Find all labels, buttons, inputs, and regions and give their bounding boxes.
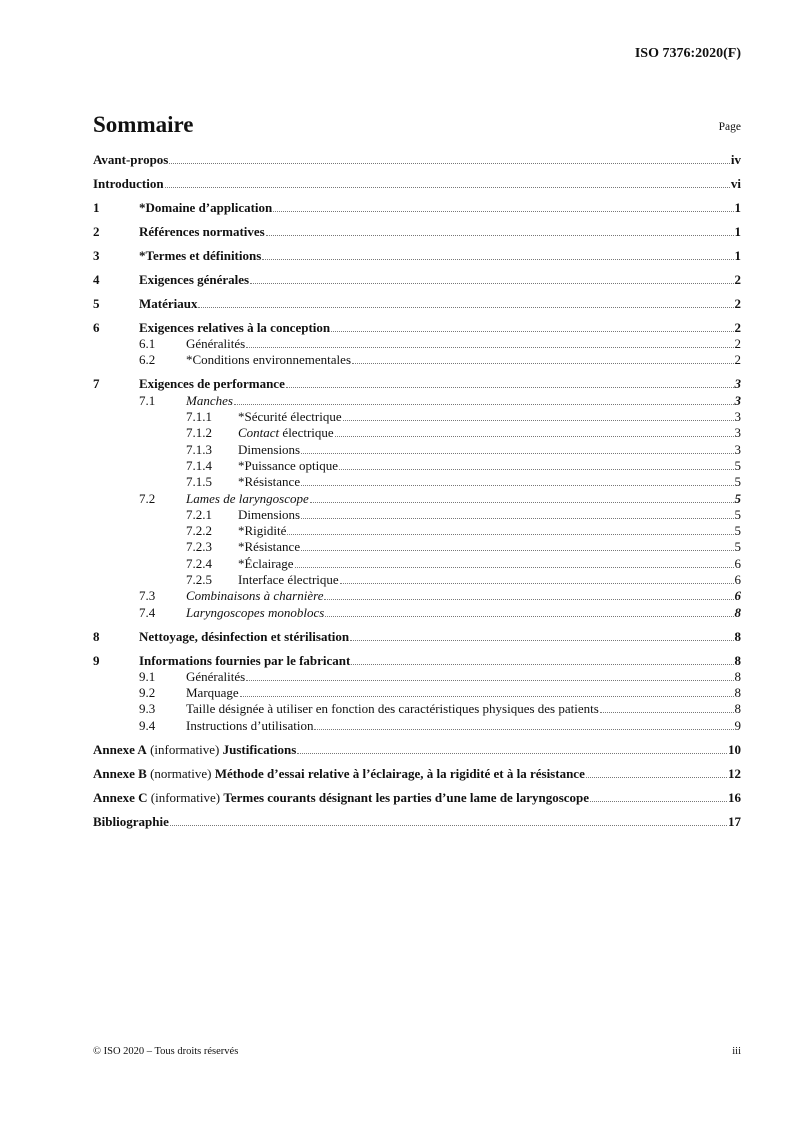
toc-entry-title-part: Combinaisons à charnière	[186, 588, 324, 604]
toc-entry-title-part: Exigences de performance	[139, 376, 285, 392]
toc-entry-title-part: (normative)	[146, 765, 215, 781]
toc-entry-page: 5	[734, 523, 741, 539]
leader-dots	[234, 404, 734, 405]
toc-entry-title-part: *Domaine d’application	[139, 199, 273, 215]
leader-dots	[295, 567, 734, 568]
toc-entry-title	[238, 474, 300, 490]
toc-entry-number: 3	[93, 247, 100, 263]
toc-entry[interactable]	[93, 474, 741, 490]
toc-entry[interactable]	[93, 605, 741, 621]
toc-entry[interactable]	[93, 669, 741, 685]
toc-entry-title-part: Exigences générales	[139, 271, 250, 287]
toc-entry-title-part: Méthode d’essai relative à l’éclairage, à la rigidité et à la résistance	[214, 765, 585, 781]
toc-entry-title	[139, 224, 265, 240]
leader-dots	[246, 680, 733, 681]
toc-entry-title	[186, 718, 313, 734]
toc-entry-title	[139, 200, 272, 216]
toc-entry-title	[238, 539, 300, 555]
toc-entry[interactable]	[93, 766, 741, 782]
toc-entry-title	[93, 742, 296, 758]
toc-entry-number: 7.1.5	[186, 474, 212, 490]
toc-entry-title-part: Informations fournies par le fabricant	[139, 652, 351, 668]
toc-entry-title-part: (informative)	[146, 741, 223, 757]
toc-entry-title-part: *Puissance optique	[238, 457, 339, 473]
toc-entry[interactable]	[93, 272, 741, 288]
document-id: ISO 7376:2020(F)	[634, 46, 741, 61]
toc-entry-number: 8	[93, 628, 100, 644]
leader-dots	[590, 801, 727, 802]
toc-entry-page: 5	[734, 457, 741, 473]
leader-dots	[250, 283, 733, 284]
toc-entry-number: 4	[93, 271, 100, 287]
toc-entry[interactable]	[93, 393, 741, 409]
toc-entry-page: 3	[734, 409, 741, 425]
toc-entry[interactable]	[93, 352, 741, 368]
toc-entry-title	[186, 352, 351, 368]
toc-entry-page: 1	[734, 247, 741, 263]
toc-entry-page: 2	[734, 319, 741, 335]
toc-entry-title-part: Introduction	[93, 175, 164, 191]
toc-entry-page: 8	[734, 628, 741, 644]
toc-entry-title	[238, 409, 342, 425]
toc-entry-page: 9	[734, 717, 741, 733]
toc-entry-number: 7.1.1	[186, 409, 212, 425]
leader-dots	[310, 502, 734, 503]
toc-entry-page: 6	[734, 572, 741, 588]
toc-entry-title-part: Exigences relatives à la conception	[139, 319, 331, 335]
leader-dots	[266, 235, 734, 236]
toc-entry-page: 3	[734, 376, 741, 392]
toc-entry-title-part: Nettoyage, désinfection et stérilisation	[139, 628, 350, 644]
toc-entry-title	[186, 669, 245, 685]
toc-entry[interactable]	[93, 742, 741, 758]
footer-copyright: © ISO 2020 – Tous droits réservés	[93, 1046, 239, 1057]
toc-entry-title-part: Marquage	[186, 685, 239, 701]
toc-entry-page: 6	[734, 588, 741, 604]
leader-dots	[301, 485, 733, 486]
toc-entry-title	[139, 272, 249, 288]
toc-entry[interactable]	[93, 685, 741, 701]
toc-entry-title-part: *Éclairage	[238, 555, 294, 571]
toc-entry-page: 3	[734, 392, 741, 408]
leader-dots	[262, 259, 733, 260]
toc-entry[interactable]	[93, 539, 741, 555]
leader-dots	[351, 664, 733, 665]
toc-entry[interactable]	[93, 224, 741, 240]
toc-entry-title	[139, 320, 330, 336]
toc-entry-page: 2	[734, 352, 741, 368]
toc-entry-number: 9.2	[139, 685, 156, 701]
toc-entry-page: 16	[728, 789, 741, 805]
toc-entry-number: 9.4	[139, 717, 156, 733]
toc-entry-page: vi	[730, 175, 741, 191]
toc-entry-title-part: Termes courants désignant les parties d’une lame de laryngoscope	[223, 789, 590, 805]
toc-entry[interactable]	[93, 507, 741, 523]
toc-entry-number: 7.2.2	[186, 523, 212, 539]
toc-entry[interactable]	[93, 248, 741, 264]
toc-entry-number: 7.1.2	[186, 425, 212, 441]
toc-entry-page: 2	[734, 271, 741, 287]
leader-dots	[335, 436, 734, 437]
leader-dots	[169, 163, 730, 164]
toc-entry-title-part: Bibliographie	[93, 813, 169, 829]
page-column-label: Page	[718, 121, 741, 133]
toc-entry-title	[238, 572, 339, 588]
toc-entry-title	[186, 336, 245, 352]
leader-dots	[343, 420, 734, 421]
toc-entry-title-part: Avant-propos	[93, 152, 169, 167]
toc-entry-page: 8	[734, 668, 741, 684]
leader-dots	[170, 825, 727, 826]
toc-entry-page: 2	[734, 295, 741, 311]
toc-entry-page: 5	[734, 474, 741, 490]
toc-entry[interactable]	[93, 814, 741, 830]
leader-dots	[339, 469, 733, 470]
toc-entry-title	[139, 296, 197, 312]
toc-entry-page: 8	[734, 701, 741, 717]
toc-entry[interactable]	[93, 320, 741, 336]
toc-entry-page: 5	[734, 490, 741, 506]
leader-dots	[600, 712, 734, 713]
toc-entry-number: 7.2.5	[186, 572, 212, 588]
toc-entry-title-part: (informative)	[147, 789, 224, 805]
toc-entry-title	[139, 248, 261, 264]
toc-entry-title-part: Dimensions	[238, 441, 301, 457]
toc-entry[interactable]	[93, 701, 741, 717]
toc-entry-title-part: *Résistance	[238, 474, 301, 490]
toc-entry-title	[93, 176, 164, 192]
toc-entry-number: 7.2.1	[186, 506, 212, 522]
leader-dots	[586, 777, 727, 778]
toc-entry-number: 6	[93, 319, 100, 335]
leader-dots	[297, 753, 727, 754]
toc-entry-number: 7.4	[139, 604, 156, 620]
toc-entry-title-part: *Résistance	[238, 539, 301, 555]
toc-entry-page: 5	[734, 506, 741, 522]
toc-entry-page: 12	[728, 765, 741, 781]
toc-entry-title-part: Contact	[238, 425, 280, 441]
leader-dots	[340, 583, 734, 584]
leader-dots	[314, 729, 733, 730]
toc-entry-title-part: Laryngoscopes monoblocs	[186, 604, 325, 620]
toc-entry-title	[238, 425, 334, 441]
toc-entry-page: 3	[734, 425, 741, 441]
toc-entry[interactable]	[93, 458, 741, 474]
toc-entry-page: 5	[734, 539, 741, 555]
toc-entry[interactable]	[93, 296, 741, 312]
toc-entry-number: 7.1.3	[186, 441, 212, 457]
toc-entry-number: 7.2.4	[186, 555, 212, 571]
toc-entry-number: 5	[93, 295, 100, 311]
toc-entry-title	[186, 393, 233, 409]
toc-entry[interactable]	[93, 588, 741, 604]
leader-dots	[350, 640, 733, 641]
footer-page-number: iii	[732, 1046, 741, 1057]
toc-entry[interactable]	[93, 442, 741, 458]
leader-dots	[240, 696, 734, 697]
toc-entry-title-part: Généralités	[186, 668, 246, 684]
toc-entry-title	[238, 556, 294, 572]
toc-entry-title-part: Instructions d’utilisation	[186, 717, 314, 733]
toc-entry-title-part: Annexe C	[93, 789, 148, 805]
leader-dots	[325, 616, 733, 617]
table-of-contents	[93, 152, 741, 830]
toc-entry-title	[139, 376, 285, 392]
toc-entry[interactable]	[93, 336, 741, 352]
toc-entry[interactable]	[93, 629, 741, 645]
toc-entry-page: 1	[734, 199, 741, 215]
toc-entry-title-part: Références normatives	[139, 223, 265, 239]
toc-entry-title-part: Lames de laryngoscope	[186, 490, 309, 506]
toc-entry-title	[93, 766, 585, 782]
toc-entry-title-part: Matériaux	[139, 295, 198, 311]
toc-entry-page: 8	[734, 604, 741, 620]
leader-dots	[198, 307, 733, 308]
toc-entry-page: 6	[734, 555, 741, 571]
toc-entry-title	[93, 814, 169, 830]
leader-dots	[301, 550, 733, 551]
toc-entry-title-part: *Termes et définitions	[139, 247, 262, 263]
leader-dots	[352, 363, 733, 364]
toc-entry[interactable]	[93, 718, 741, 734]
toc-entry-title-part: Généralités	[186, 336, 246, 352]
toc-entry-title	[139, 629, 349, 645]
toc-entry-title-part: *Rigidité	[238, 523, 287, 539]
toc-entry-title	[186, 701, 599, 717]
toc-entry-number: 9	[93, 652, 100, 668]
toc-entry-title	[186, 685, 239, 701]
toc-entry[interactable]	[93, 409, 741, 425]
toc-entry-title-part: Annexe A	[93, 741, 147, 757]
toc-entry[interactable]	[93, 491, 741, 507]
toc-entry-page: 8	[734, 652, 741, 668]
toc-entry-number: 9.3	[139, 701, 156, 717]
leader-dots	[246, 347, 733, 348]
toc-entry-title	[238, 458, 338, 474]
leader-dots	[273, 211, 733, 212]
toc-entry-title-part: Dimensions	[238, 506, 301, 522]
toc-entry[interactable]	[93, 790, 741, 806]
page-title: Sommaire	[93, 112, 194, 137]
toc-entry-title	[186, 605, 324, 621]
toc-entry-number: 6.1	[139, 336, 156, 352]
toc-entry-number: 6.2	[139, 352, 156, 368]
toc-entry[interactable]	[93, 653, 741, 669]
toc-entry-number: 1	[93, 199, 100, 215]
toc-entry[interactable]	[93, 176, 741, 192]
toc-entry-number: 9.1	[139, 668, 156, 684]
leader-dots	[286, 387, 734, 388]
toc-entry[interactable]	[93, 200, 741, 216]
toc-entry-title	[238, 523, 286, 539]
leader-dots	[301, 518, 733, 519]
toc-entry-title-part: *Sécurité électrique	[238, 409, 342, 425]
toc-entry[interactable]	[93, 556, 741, 572]
toc-entry-page: 8	[734, 685, 741, 701]
toc-entry-number: 7.1.4	[186, 457, 212, 473]
toc-entry-title-part: Manches	[186, 392, 233, 408]
toc-entry-page: 17	[728, 813, 741, 829]
toc-entry-title	[238, 507, 300, 523]
toc-entry-title-part: *Conditions environnementales	[186, 352, 352, 368]
toc-entry-number: 7	[93, 376, 100, 392]
toc-entry[interactable]	[93, 152, 741, 168]
toc-entry-page: iv	[730, 152, 741, 167]
toc-entry-title	[139, 653, 350, 669]
toc-entry-title-part: Interface électrique	[238, 572, 339, 588]
toc-entry-title	[186, 491, 309, 507]
leader-dots	[165, 187, 730, 188]
toc-entry-title-part: Taille désignée à utiliser en fonction des caractéristiques physiques des patients	[186, 701, 599, 717]
toc-entry-page: 1	[734, 223, 741, 239]
toc-entry-title	[186, 588, 323, 604]
toc-entry-title-part: Justifications	[222, 741, 297, 757]
toc-entry[interactable]	[93, 425, 741, 441]
leader-dots	[287, 534, 733, 535]
toc-entry-page: 10	[728, 741, 741, 757]
toc-entry-title-part: Annexe B	[93, 765, 147, 781]
toc-entry-number: 7.2	[139, 490, 156, 506]
toc-entry-title	[93, 152, 168, 168]
toc-entry-number: 7.2.3	[186, 539, 212, 555]
toc-entry-title	[93, 790, 589, 806]
toc-entry-title-part: électrique	[279, 425, 334, 441]
toc-entry-number: 2	[93, 223, 100, 239]
toc-entry[interactable]	[93, 376, 741, 392]
toc-entry-number: 7.1	[139, 392, 156, 408]
toc-entry[interactable]	[93, 572, 741, 588]
toc-entry-page: 2	[734, 336, 741, 352]
toc-entry-number: 7.3	[139, 588, 156, 604]
leader-dots	[301, 453, 733, 454]
toc-entry-title	[238, 442, 300, 458]
leader-dots	[331, 331, 733, 332]
leader-dots	[324, 599, 733, 600]
toc-entry-page: 3	[734, 441, 741, 457]
toc-entry[interactable]	[93, 523, 741, 539]
